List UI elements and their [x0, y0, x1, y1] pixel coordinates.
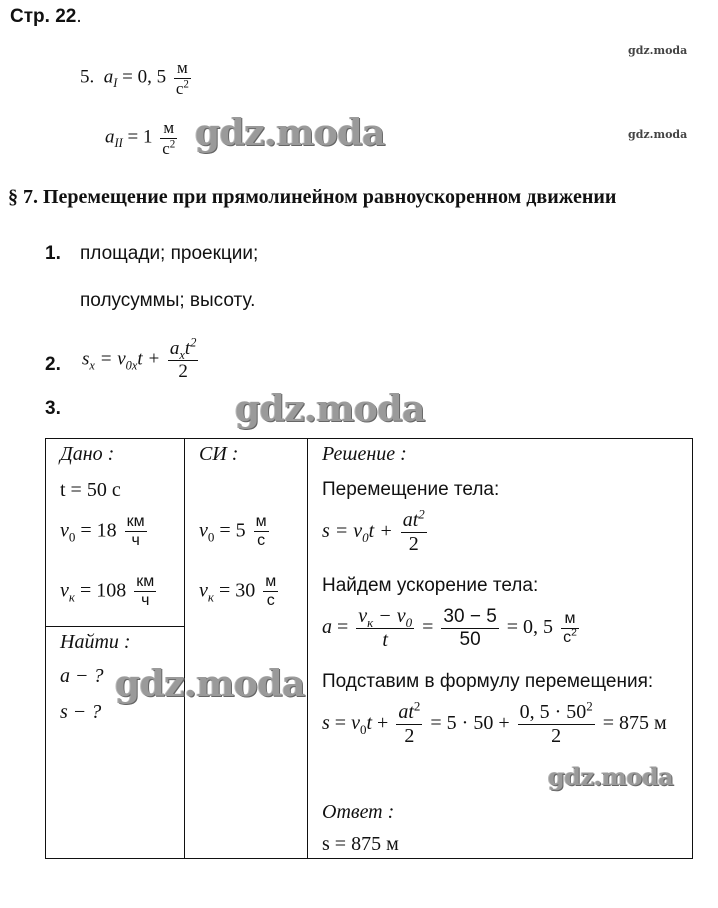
si-label: СИ : — [199, 443, 239, 465]
answer1-line1: площади; проекции; — [80, 243, 259, 264]
watermark-small: gdz.moda — [628, 44, 688, 57]
item5-line2: $a_{II} = 1$ $\frac{м}{с^2}$ — [105, 118, 176, 158]
find-s: s − ? — [60, 701, 102, 723]
given-t: t = 50 с — [60, 479, 121, 501]
formula-s: $s = v_0t$ + $\frac{at^2}{2}$ — [322, 506, 425, 555]
given-v0: $v_0 = 18$ $\frac{км}{ч}$ — [60, 513, 145, 550]
answer-label: Ответ : — [322, 801, 395, 823]
answer2-number: 2. — [45, 354, 61, 375]
watermark: gdz.moda — [115, 663, 305, 705]
given-label: Дано : — [60, 443, 115, 465]
si-vk: $v_к = 30$ $\frac{м}{с}$ — [199, 573, 277, 610]
answer3-number: 3. — [45, 398, 61, 419]
formula-a: a = $\frac{v_к - v_0}{t}$ = $\frac{30 - 5}{50}$ = 0, 5 $\frac{м}{с^2}$ — [322, 605, 577, 651]
find-cell — [46, 627, 185, 859]
given-cell — [46, 439, 185, 627]
si-cell — [185, 439, 308, 859]
solution-line2: Найдем ускорение тела: — [322, 575, 539, 596]
watermark: gdz.moda — [195, 112, 385, 154]
formula-displacement: $s = v_0t$ + $\frac{at^2}{2}$ = 5 · 50 + $\frac{0, 5 \cdot 50^2}{2}$ = 875 м — [322, 698, 667, 747]
answer-value: s = 875 м — [322, 833, 399, 855]
item5-line1: 5. $a_I = 0$, 5 $\frac{м}{с^2}$ — [80, 58, 189, 98]
answer1-line2: полусуммы; высоту. — [80, 290, 256, 311]
section-title: § 7. Перемещение при прямолинейном равноускоренном движении — [8, 186, 617, 208]
solution-line3: Подставим в формулу перемещения: — [322, 671, 654, 692]
answer1-number: 1. — [45, 243, 61, 264]
find-label: Найти : — [60, 631, 131, 653]
find-a: a − ? — [60, 665, 104, 687]
watermark: gdz.moda — [548, 762, 674, 791]
solution-cell — [308, 439, 693, 859]
watermark-small: gdz.moda — [628, 128, 688, 141]
solution-line1: Перемещение тела: — [322, 479, 500, 500]
page-label: Стр. 22. — [10, 6, 82, 27]
si-v0: $v_0 = 5$ $\frac{м}{с}$ — [199, 513, 267, 550]
watermark: gdz.moda — [235, 388, 425, 430]
given-vk: $v_к = 108$ $\frac{км}{ч}$ — [60, 573, 155, 610]
displacement-formula: $s_x = v_{0x}t$ + $\frac{a_xt^2}{2}$ — [82, 335, 197, 382]
solution-label: Решение : — [322, 443, 407, 465]
solution-table — [45, 438, 693, 859]
